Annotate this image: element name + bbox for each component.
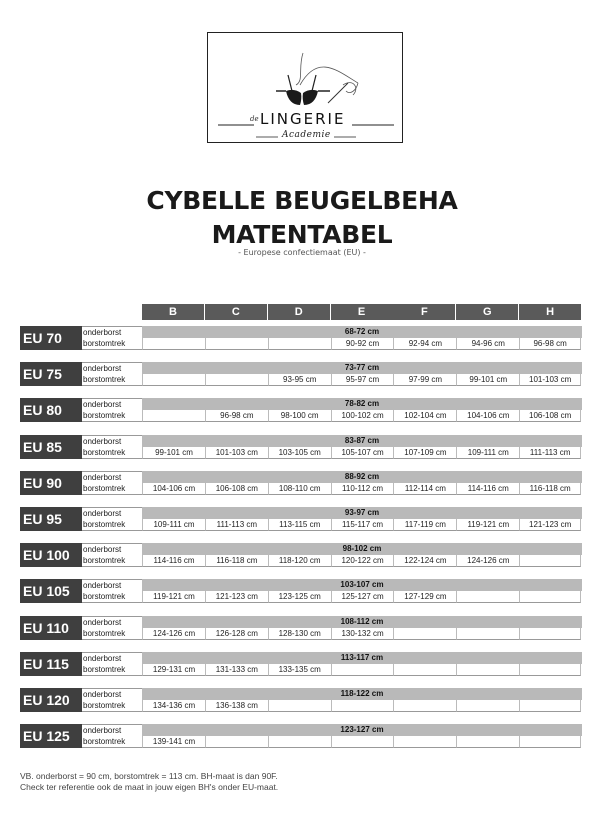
cup-header-row	[142, 304, 582, 320]
underbust-label: onderborst	[82, 543, 142, 555]
underbust-value: 123-127 cm	[142, 724, 582, 736]
size-block	[20, 398, 582, 422]
band-size-label: EU 110	[20, 616, 82, 640]
logo	[207, 32, 403, 143]
underbust-value: 93-97 cm	[142, 507, 582, 519]
bust-cell-d: 133-135 cm	[268, 664, 331, 676]
band-size-label: EU 90	[20, 471, 82, 495]
bust-cell-f: 122-124 cm	[393, 555, 456, 567]
size-block	[20, 471, 582, 495]
bust-cell-b	[142, 410, 205, 422]
bust-cell-d: 108-110 cm	[268, 483, 331, 495]
bust-cell-c: 126-128 cm	[205, 628, 268, 640]
bust-cell-e	[331, 736, 394, 748]
band-size-label: EU 115	[20, 652, 82, 676]
bust-cell-g	[456, 591, 519, 603]
cup-header-h: H	[519, 304, 581, 320]
bust-cell-g: 94-96 cm	[456, 338, 519, 350]
underbust-value: 118-122 cm	[142, 688, 582, 700]
bust-cell-e: 95-97 cm	[331, 374, 394, 386]
bust-row	[142, 628, 582, 640]
bust-cell-h: 116-118 cm	[519, 483, 581, 495]
bust-label: borstomtrek	[82, 628, 142, 640]
bust-cell-d: 128-130 cm	[268, 628, 331, 640]
bust-cell-g: 124-126 cm	[456, 555, 519, 567]
underbust-label: onderborst	[82, 507, 142, 519]
underbust-value: 68-72 cm	[142, 326, 582, 338]
bust-cell-h: 96-98 cm	[519, 338, 581, 350]
bust-row	[142, 483, 582, 495]
band-size-label: EU 80	[20, 398, 82, 422]
bust-cell-f: 112-114 cm	[393, 483, 456, 495]
bust-cell-e: 125-127 cm	[331, 591, 394, 603]
bust-cell-h	[519, 700, 581, 712]
logo-prefix: de	[250, 115, 259, 123]
bust-cell-f: 117-119 cm	[393, 519, 456, 531]
bust-cell-c	[205, 736, 268, 748]
bust-cell-b: 119-121 cm	[142, 591, 205, 603]
band-size-label: EU 95	[20, 507, 82, 531]
size-block	[20, 543, 582, 567]
bust-label: borstomtrek	[82, 591, 142, 603]
bust-cell-g	[456, 628, 519, 640]
bust-row	[142, 700, 582, 712]
cup-header-d: D	[268, 304, 330, 320]
cup-header-c: C	[205, 304, 267, 320]
underbust-value: 103-107 cm	[142, 579, 582, 591]
bust-cell-c	[205, 374, 268, 386]
bust-cell-g	[456, 736, 519, 748]
underbust-label: onderborst	[82, 362, 142, 374]
bust-row	[142, 664, 582, 676]
cup-header-f: F	[393, 304, 455, 320]
bust-cell-e: 120-122 cm	[331, 555, 394, 567]
bust-cell-d	[268, 700, 331, 712]
bust-cell-c: 136-138 cm	[205, 700, 268, 712]
bust-row	[142, 410, 582, 422]
underbust-label: onderborst	[82, 435, 142, 447]
bust-cell-d: 98-100 cm	[268, 410, 331, 422]
band-size-label: EU 125	[20, 724, 82, 748]
bust-label: borstomtrek	[82, 410, 142, 422]
bust-cell-d: 123-125 cm	[268, 591, 331, 603]
size-block	[20, 507, 582, 531]
underbust-value: 83-87 cm	[142, 435, 582, 447]
bust-cell-b	[142, 374, 205, 386]
bust-row	[142, 338, 582, 350]
size-block	[20, 652, 582, 676]
bust-cell-b: 99-101 cm	[142, 447, 205, 459]
bust-cell-b: 139-141 cm	[142, 736, 205, 748]
band-size-label: EU 120	[20, 688, 82, 712]
bust-label: borstomtrek	[82, 483, 142, 495]
underbust-value: 88-92 cm	[142, 471, 582, 483]
bust-cell-h: 111-113 cm	[519, 447, 581, 459]
bust-label: borstomtrek	[82, 555, 142, 567]
bust-cell-b: 124-126 cm	[142, 628, 205, 640]
bust-cell-h	[519, 591, 581, 603]
band-size-label: EU 100	[20, 543, 82, 567]
underbust-label: onderborst	[82, 471, 142, 483]
bust-label: borstomtrek	[82, 736, 142, 748]
bust-cell-c	[205, 338, 268, 350]
size-block	[20, 724, 582, 748]
bust-cell-e	[331, 664, 394, 676]
size-block	[20, 326, 582, 350]
band-size-label: EU 105	[20, 579, 82, 603]
bust-cell-h: 101-103 cm	[519, 374, 581, 386]
bust-cell-c: 116-118 cm	[205, 555, 268, 567]
bust-cell-b: 129-131 cm	[142, 664, 205, 676]
bust-cell-g	[456, 664, 519, 676]
bust-cell-c: 131-133 cm	[205, 664, 268, 676]
bust-cell-g	[456, 700, 519, 712]
bust-cell-e	[331, 700, 394, 712]
bust-row	[142, 519, 582, 531]
page-title-line2: MATENTABEL	[211, 220, 393, 249]
size-block	[20, 616, 582, 640]
bust-cell-h: 121-123 cm	[519, 519, 581, 531]
underbust-label: onderborst	[82, 398, 142, 410]
bust-cell-f	[393, 700, 456, 712]
size-block	[20, 688, 582, 712]
bust-cell-d	[268, 338, 331, 350]
bust-cell-g: 114-116 cm	[456, 483, 519, 495]
underbust-value: 108-112 cm	[142, 616, 582, 628]
bust-cell-f	[393, 628, 456, 640]
bust-cell-e: 130-132 cm	[331, 628, 394, 640]
bust-cell-b: 114-116 cm	[142, 555, 205, 567]
bust-cell-f: 97-99 cm	[393, 374, 456, 386]
bust-cell-g: 119-121 cm	[456, 519, 519, 531]
bust-cell-f: 127-129 cm	[393, 591, 456, 603]
bust-cell-b: 109-111 cm	[142, 519, 205, 531]
page-subtitle: - Europese confectiemaat (EU) -	[238, 248, 366, 257]
bust-row	[142, 555, 582, 567]
bust-cell-b	[142, 338, 205, 350]
bust-label: borstomtrek	[82, 447, 142, 459]
bust-cell-h	[519, 555, 581, 567]
bust-row	[142, 374, 582, 386]
bust-cell-e: 100-102 cm	[331, 410, 394, 422]
size-block	[20, 362, 582, 386]
bust-cell-f	[393, 664, 456, 676]
bust-cell-d: 113-115 cm	[268, 519, 331, 531]
bust-cell-c: 111-113 cm	[205, 519, 268, 531]
bust-cell-h	[519, 628, 581, 640]
underbust-label: onderborst	[82, 652, 142, 664]
underbust-label: onderborst	[82, 616, 142, 628]
cup-header-e: E	[331, 304, 393, 320]
size-block	[20, 579, 582, 603]
band-size-label: EU 75	[20, 362, 82, 386]
bust-cell-f: 102-104 cm	[393, 410, 456, 422]
bust-cell-f	[393, 736, 456, 748]
bust-cell-h	[519, 664, 581, 676]
page-title: CYBELLE BEUGELBEHA	[146, 186, 458, 215]
bust-cell-d	[268, 736, 331, 748]
bust-cell-g: 104-106 cm	[456, 410, 519, 422]
logo-brand: LINGERIE	[260, 110, 346, 128]
bust-label: borstomtrek	[82, 664, 142, 676]
bust-cell-c: 121-123 cm	[205, 591, 268, 603]
bust-cell-h	[519, 736, 581, 748]
bust-cell-h: 106-108 cm	[519, 410, 581, 422]
bust-cell-e: 115-117 cm	[331, 519, 394, 531]
cup-header-g: G	[456, 304, 518, 320]
bust-cell-f: 107-109 cm	[393, 447, 456, 459]
bust-row	[142, 447, 582, 459]
bust-cell-b: 104-106 cm	[142, 483, 205, 495]
band-size-label: EU 70	[20, 326, 82, 350]
bust-row	[142, 736, 582, 748]
bust-cell-g: 109-111 cm	[456, 447, 519, 459]
underbust-value: 78-82 cm	[142, 398, 582, 410]
reference-note: Check ter referentie ook de maat in jouw eigen BH's onder EU-maat.	[20, 782, 279, 792]
bust-row	[142, 591, 582, 603]
underbust-label: onderborst	[82, 688, 142, 700]
size-block	[20, 435, 582, 459]
underbust-value: 113-117 cm	[142, 652, 582, 664]
underbust-label: onderborst	[82, 579, 142, 591]
band-size-label: EU 85	[20, 435, 82, 459]
bust-cell-b: 134-136 cm	[142, 700, 205, 712]
bust-cell-c: 106-108 cm	[205, 483, 268, 495]
bust-label: borstomtrek	[82, 374, 142, 386]
bust-cell-c: 96-98 cm	[205, 410, 268, 422]
cup-header-b: B	[142, 304, 204, 320]
underbust-value: 98-102 cm	[142, 543, 582, 555]
bust-cell-d: 93-95 cm	[268, 374, 331, 386]
underbust-value: 73-77 cm	[142, 362, 582, 374]
logo-subtitle: Academie	[282, 130, 331, 140]
bust-cell-d: 103-105 cm	[268, 447, 331, 459]
bust-label: borstomtrek	[82, 519, 142, 531]
bust-cell-e: 110-112 cm	[331, 483, 394, 495]
bust-cell-e: 105-107 cm	[331, 447, 394, 459]
bust-cell-d: 118-120 cm	[268, 555, 331, 567]
underbust-label: onderborst	[82, 326, 142, 338]
underbust-label: onderborst	[82, 724, 142, 736]
bust-label: borstomtrek	[82, 700, 142, 712]
bust-cell-g: 99-101 cm	[456, 374, 519, 386]
bust-cell-e: 90-92 cm	[331, 338, 394, 350]
bust-cell-c: 101-103 cm	[205, 447, 268, 459]
bust-cell-f: 92-94 cm	[393, 338, 456, 350]
example-note: VB. onderborst = 90 cm, borstomtrek = 113 cm. BH-maat is dan 90F.	[20, 771, 278, 781]
bust-label: borstomtrek	[82, 338, 142, 350]
